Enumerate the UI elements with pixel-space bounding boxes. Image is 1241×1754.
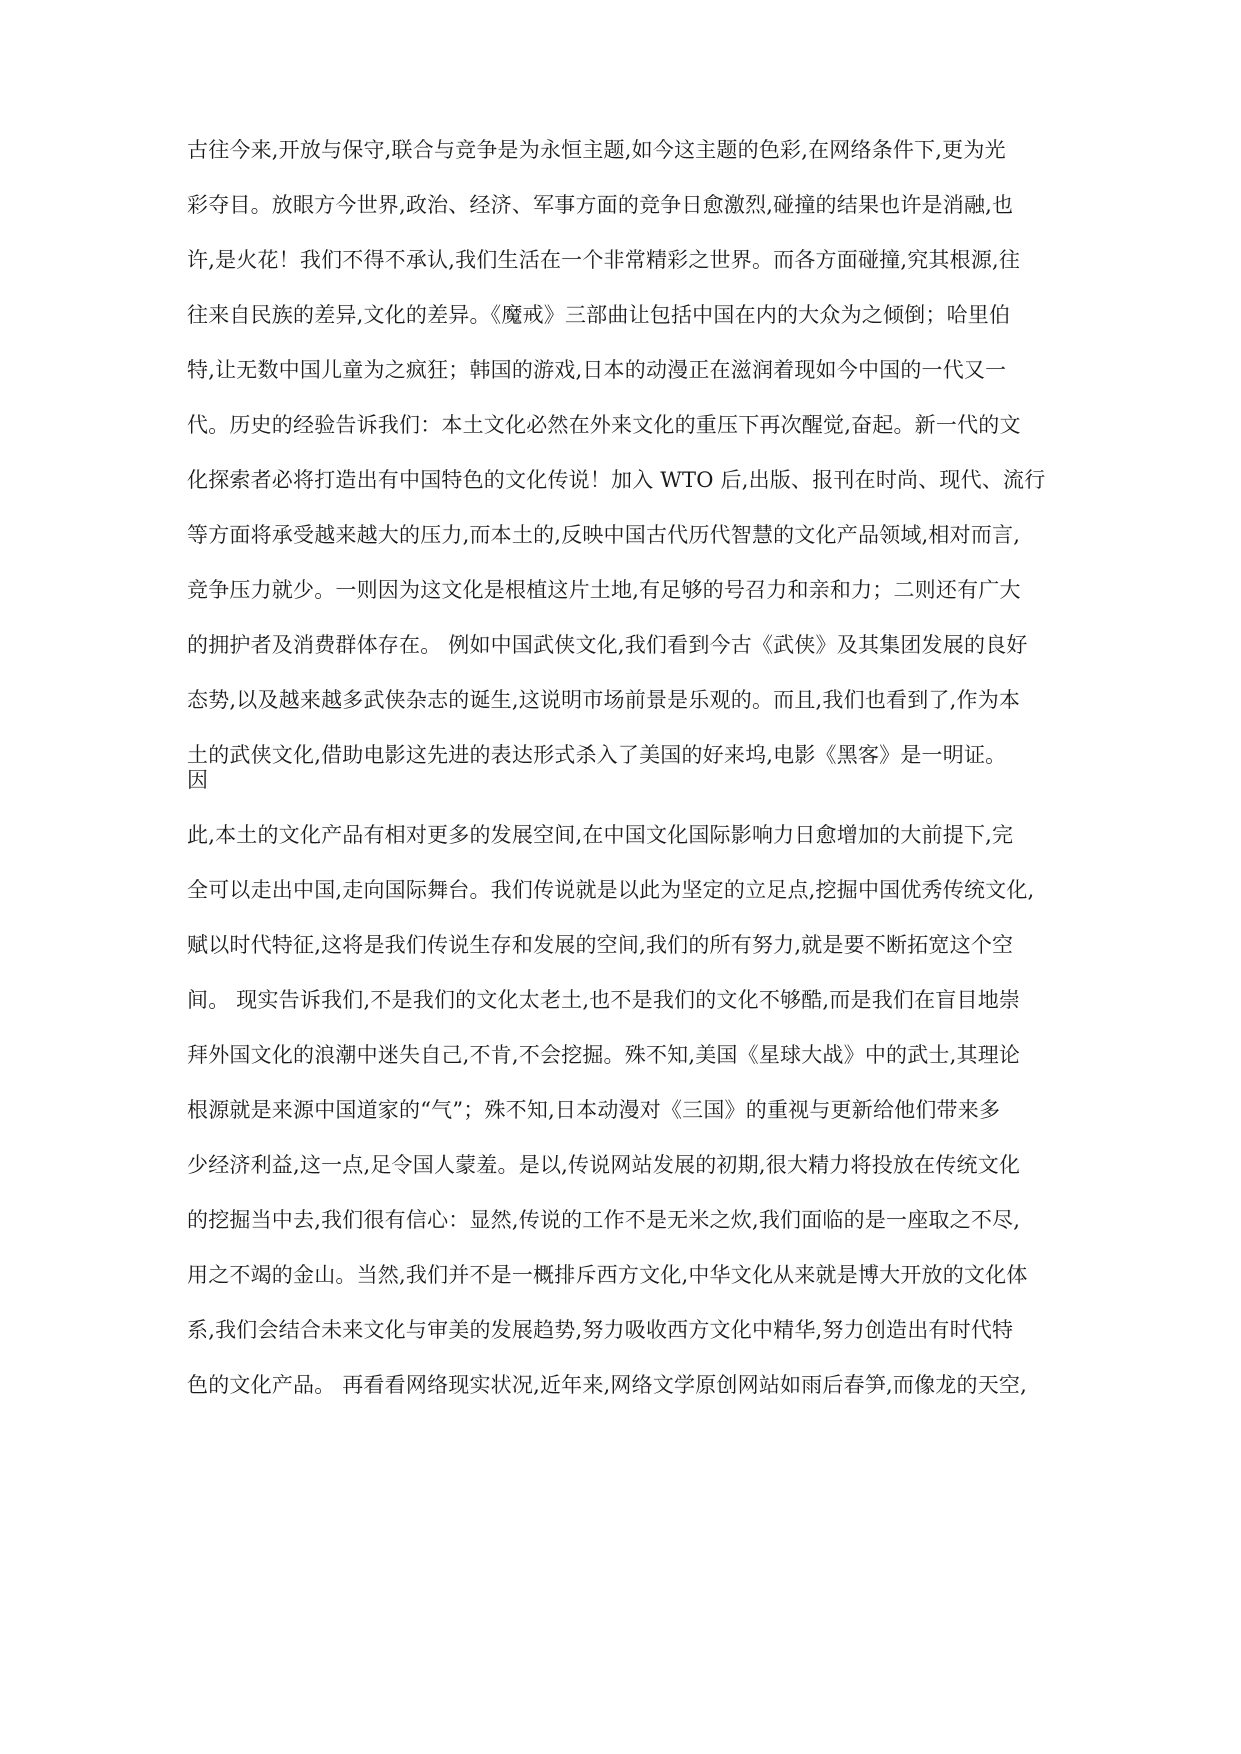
- text-line: 态势,以及越来越多武侠杂志的诞生,这说明市场前景是乐观的。而且,我们也看到了,作为本: [187, 688, 1021, 712]
- text-line: 许,是火花！我们不得不承认,我们生活在一个非常精彩之世界。而各方面碰撞,究其根源,往: [187, 248, 1021, 272]
- text-line: 代。历史的经验告诉我们：本土文化必然在外来文化的重压下再次醒觉,奋起。新一代的文: [187, 413, 1021, 437]
- text-line: 特,让无数中国儿童为之疯狂；韩国的游戏,日本的动漫正在滋润着现如今中国的一代又一: [187, 358, 1007, 382]
- text-line: 的挖掘当中去,我们很有信心：显然,传说的工作不是无米之炊,我们面临的是一座取之不尽,: [187, 1208, 1021, 1232]
- text-line: 色的文化产品。 再看看网络现实状况,近年来,网络文学原创网站如雨后春笋,而像龙的天空,: [187, 1373, 1027, 1397]
- text-line: 土的武侠文化,借助电影这先进的表达形式杀入了美国的好来坞,电影《黑客》是一明证。: [187, 743, 1007, 767]
- text-line: 彩夺目。放眼方今世界,政治、经济、军事方面的竞争日愈激烈,碰撞的结果也许是消融,也: [187, 193, 1014, 217]
- text-line: 此,本土的文化产品有相对更多的发展空间,在中国文化国际影响力日愈增加的大前提下,完: [187, 823, 1014, 847]
- text-line: 因: [187, 768, 209, 792]
- text-line: 少经济利益,这一点,足令国人蒙羞。是以,传说网站发展的初期,很大精力将投放在传统文化: [187, 1153, 1021, 1177]
- text-line: 系,我们会结合未来文化与审美的发展趋势,努力吸收西方文化中精华,努力创造出有时代特: [187, 1318, 1014, 1342]
- text-line: 根源就是来源中国道家的“气”；殊不知,日本动漫对《三国》的重视与更新给他们带来多: [187, 1098, 1001, 1122]
- text-line: 间。 现实告诉我们,不是我们的文化太老土,也不是我们的文化不够酷,而是我们在盲目地崇: [187, 988, 1021, 1012]
- text-line: 赋以时代特征,这将是我们传说生存和发展的空间,我们的所有努力,就是要不断拓宽这个空: [187, 933, 1014, 957]
- text-line: 化探索者必将打造出有中国特色的文化传说！加入 WTO 后,出版、报刊在时尚、现代、流行: [187, 468, 1046, 492]
- text-line: 竞争压力就少。一则因为这文化是根植这片土地,有足够的号召力和亲和力；二则还有广大: [187, 578, 1021, 602]
- text-line: 古往今来,开放与保守,联合与竞争是为永恒主题,如今这主题的色彩,在网络条件下,更为光: [187, 138, 1006, 162]
- text-line: 用之不竭的金山。当然,我们并不是一概排斥西方文化,中华文化从来就是博大开放的文化体: [187, 1263, 1028, 1287]
- text-line: 等方面将承受越来越大的压力,而本土的,反映中国古代历代智慧的文化产品领域,相对而言,: [187, 523, 1021, 547]
- text-line: 全可以走出中国,走向国际舞台。我们传说就是以此为坚定的立足点,挖掘中国优秀传统文化,: [187, 878, 1035, 902]
- text-line: 往来自民族的差异,文化的差异。《魔戒》三部曲让包括中国在内的大众为之倾倒；哈里伯: [187, 303, 1011, 327]
- text-line: 的拥护者及消费群体存在。 例如中国武侠文化,我们看到今古《武侠》及其集团发展的良好: [187, 633, 1028, 657]
- text-line: 拜外国文化的浪潮中迷失自己,不肯,不会挖掘。殊不知,美国《星球大战》中的武士,其理论: [187, 1043, 1021, 1067]
